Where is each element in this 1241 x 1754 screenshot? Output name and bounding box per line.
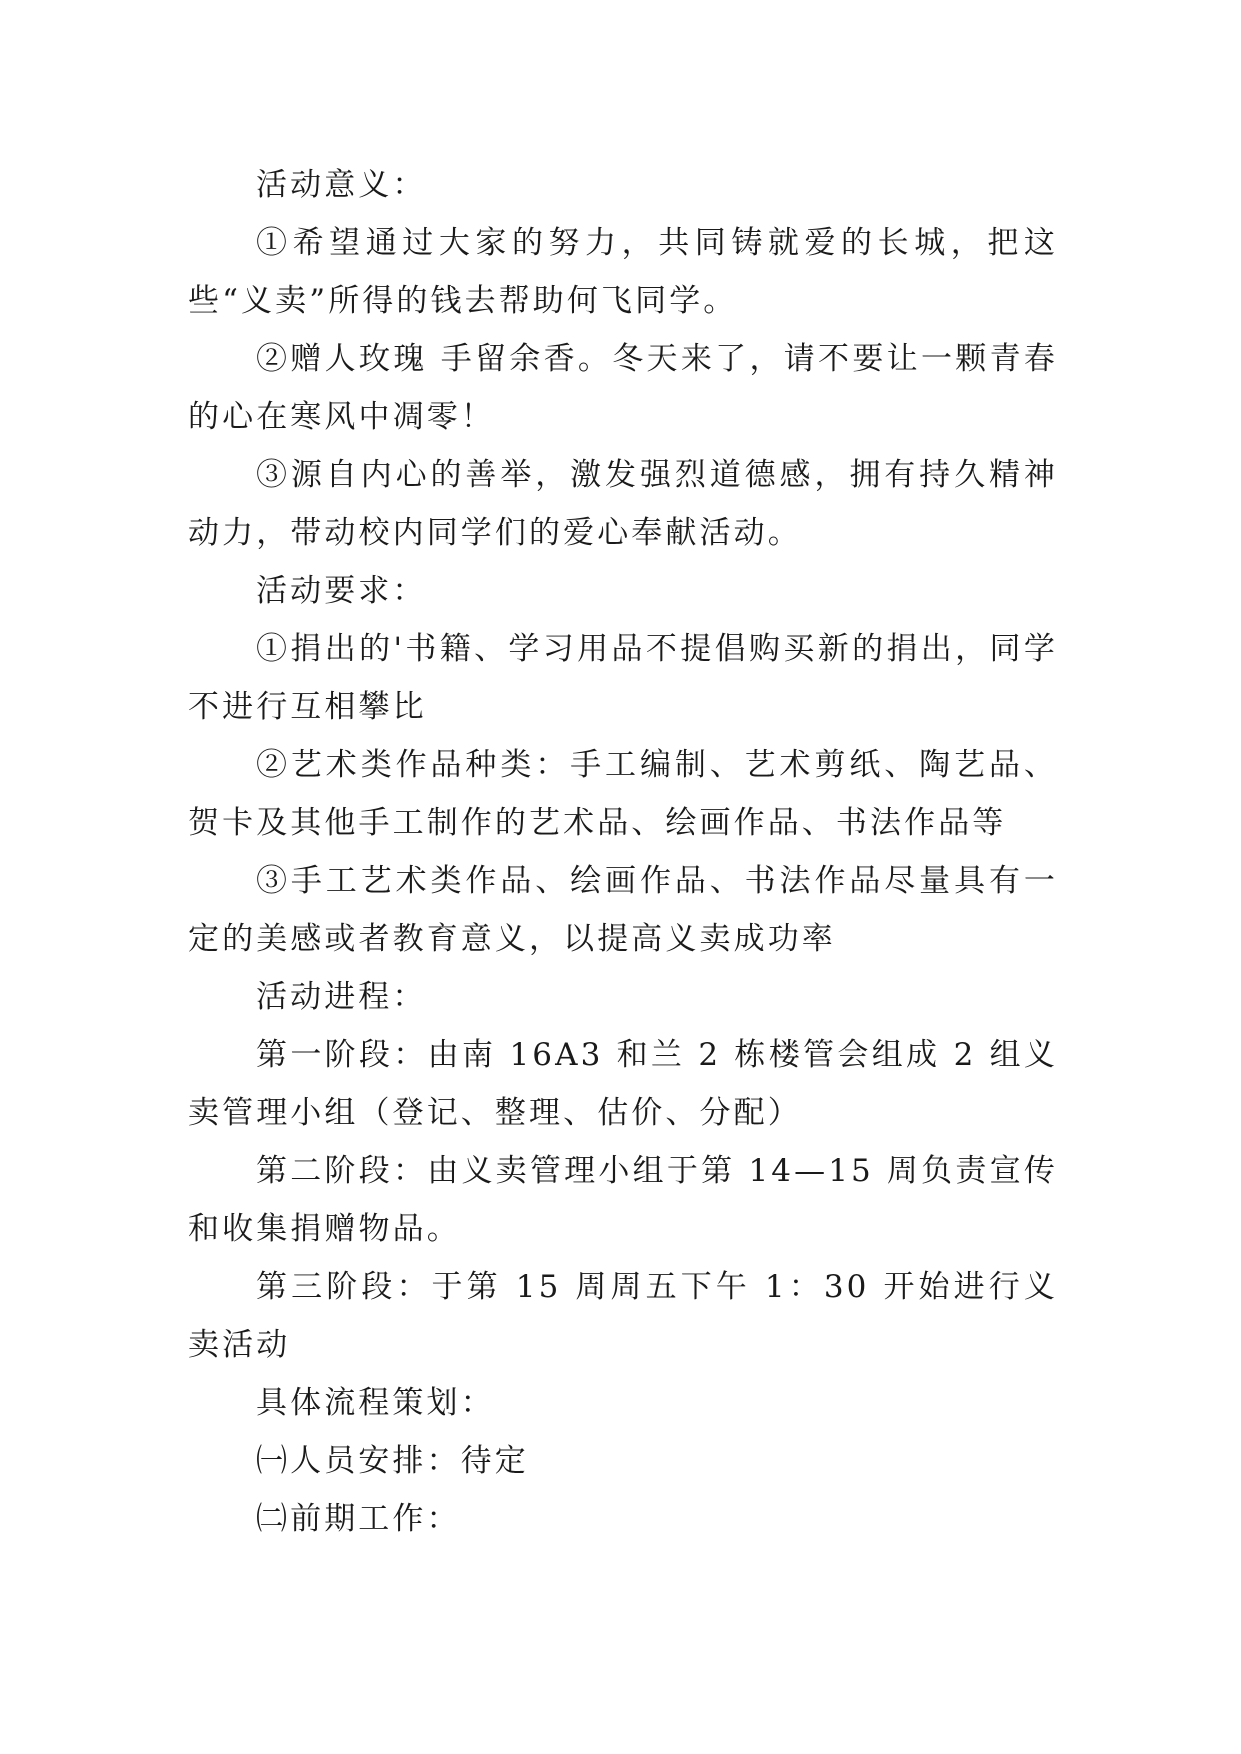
section-heading-requirements: 活动要求： (256, 573, 427, 609)
progress-stage-1: 第一阶段：由南 16A3 和兰 2 栋楼管会组成 2 组义卖管理小组（登记、整理、估价、分配） (188, 1037, 1058, 1131)
process-item-staffing: ㈠人员安排：待定 (256, 1443, 529, 1479)
significance-item-3: ③源自内心的善举，激发强烈道德感，拥有持久精神动力，带动校内同学们的爱心奉献活动。 (188, 457, 1058, 551)
section-heading-progress: 活动进程： (256, 979, 427, 1015)
document-page (188, 156, 1058, 1548)
process-item-preparation: ㈡前期工作： (256, 1501, 461, 1537)
progress-stage-2: 第二阶段：由义卖管理小组于第 14—15 周负责宣传和收集捐赠物品。 (188, 1153, 1058, 1247)
section-heading-process: 具体流程策划： (256, 1385, 495, 1421)
section-heading-significance: 活动意义： (256, 167, 427, 203)
requirement-item-3: ③手工艺术类作品、绘画作品、书法作品尽量具有一定的美感或者教育意义，以提高义卖成功率 (188, 863, 1058, 957)
requirement-item-1: ①捐出的'书籍、学习用品不提倡购买新的捐出，同学不进行互相攀比 (188, 631, 1058, 725)
progress-stage-3: 第三阶段：于第 15 周周五下午 1：30 开始进行义卖活动 (188, 1269, 1058, 1363)
significance-item-2: ②赠人玫瑰 手留余香。冬天来了，请不要让一颗青春的心在寒风中凋零！ (188, 341, 1058, 435)
requirement-item-2: ②艺术类作品种类：手工编制、艺术剪纸、陶艺品、贺卡及其他手工制作的艺术品、绘画作品、书法作品等 (188, 747, 1058, 841)
significance-item-1: ①希望通过大家的努力，共同铸就爱的长城，把这些“义卖”所得的钱去帮助何飞同学。 (188, 225, 1058, 319)
